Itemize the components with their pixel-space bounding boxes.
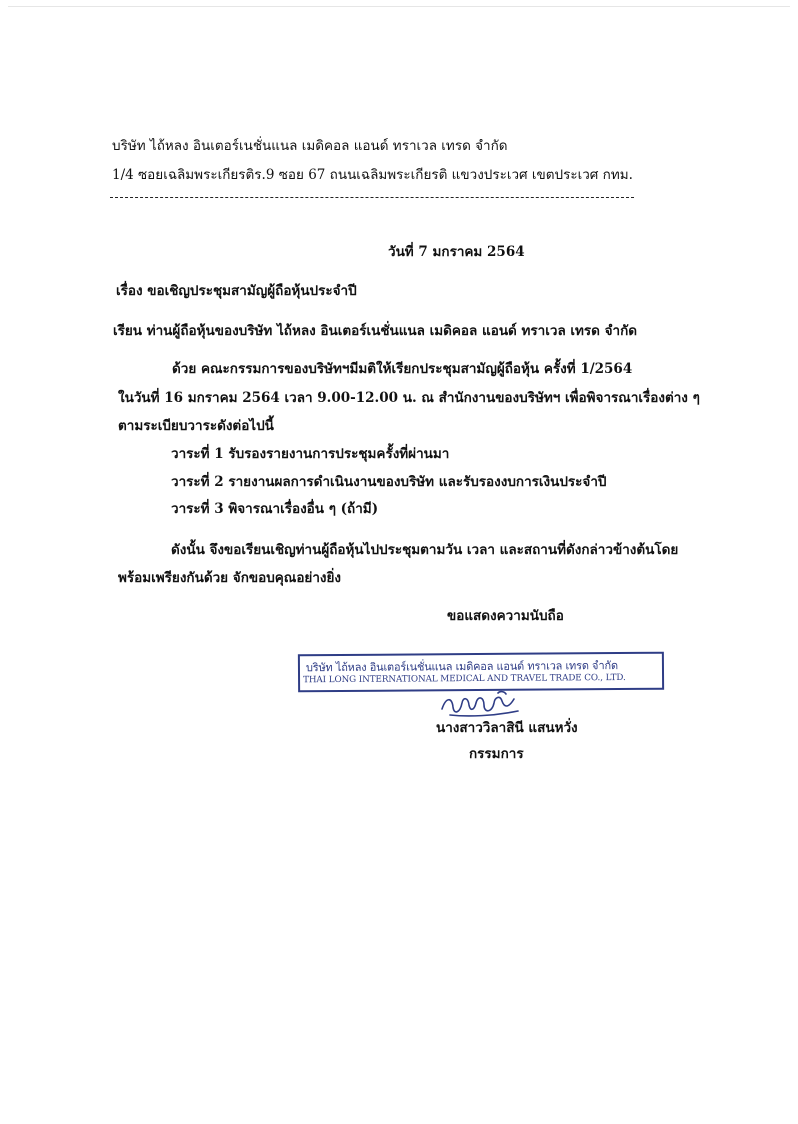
signatory-title: กรรมการ (469, 746, 524, 762)
closing-phrase: ขอแสดงความนับถือ (447, 608, 564, 624)
header-divider (110, 197, 634, 198)
paragraph-2-line-2: พร้อมเพรียงกันด้วย จักขอบคุณอย่างยิ่ง (118, 570, 342, 586)
signature-icon (438, 689, 522, 719)
letter-recipient: เรียน ท่านผู้ถือหุ้นของบริษัท ไถ้หลง อินเตอร์เนชั่นแนล เมดิคอล แอนด์ ทราเวล เทรด จำกัด (113, 323, 638, 339)
paragraph-1-line-2: ในวันที่ 16 มกราคม 2564 เวลา 9.00-12.00 น. ณ สำนักงานของบริษัทฯ เพื่อพิจารณาเรื่องต่าง ๆ (118, 390, 700, 406)
company-name: บริษัท ไถ้หลง อินเตอร์เนชั่นแนล เมดิคอล แอนด์ ทราเวล เทรด จำกัด (112, 138, 508, 154)
stamp-thai-text: บริษัท ไถ้หลง อินเตอร์เนชั่นแนล เมดิคอล แอนด์ ทราเวล เทรด จำกัด (305, 659, 618, 675)
company-address: 1/4 ซอยเฉลิมพระเกียรติร.9 ซอย 67 ถนนเฉลิมพระเกียรติ แขวงประเวศ เขตประเวศ กทม. (112, 167, 633, 183)
letter-subject: เรื่อง ขอเชิญประชุมสามัญผู้ถือหุ้นประจำปี (116, 283, 357, 299)
agenda-item: วาระที่ 3 พิจารณาเรื่องอื่น ๆ (ถ้ามี) (171, 501, 379, 517)
agenda-item: วาระที่ 1 รับรองรายงานการประชุมครั้งที่ผ่านมา (171, 446, 450, 462)
signatory-name: นางสาววิลาสินี แสนหวั่ง (436, 720, 578, 736)
paragraph-1-line-3: ตามระเบียบวาระดังต่อไปนี้ (118, 418, 274, 434)
letter-date: วันที่ 7 มกราคม 2564 (388, 244, 525, 260)
paragraph-1-line-1: ด้วย คณะกรรมการของบริษัทฯมีมติให้เรียกประชุมสามัญผู้ถือหุ้น ครั้งที่ 1/2564 (172, 361, 633, 377)
agenda-item: วาระที่ 2 รายงานผลการดำเนินงานของบริษัท และรับรองงบการเงินประจำปี (171, 474, 607, 490)
company-stamp (298, 652, 664, 693)
scan-edge (8, 6, 790, 7)
stamp-english-text: THAI LONG INTERNATIONAL MEDICAL AND TRAVEL TRADE CO., LTD. (303, 672, 626, 686)
paragraph-2-line-1: ดังนั้น จึงขอเรียนเชิญท่านผู้ถือหุ้นไปประชุมตามวัน เวลา และสถานที่ดังกล่าวข้างต้นโดย (171, 542, 679, 558)
